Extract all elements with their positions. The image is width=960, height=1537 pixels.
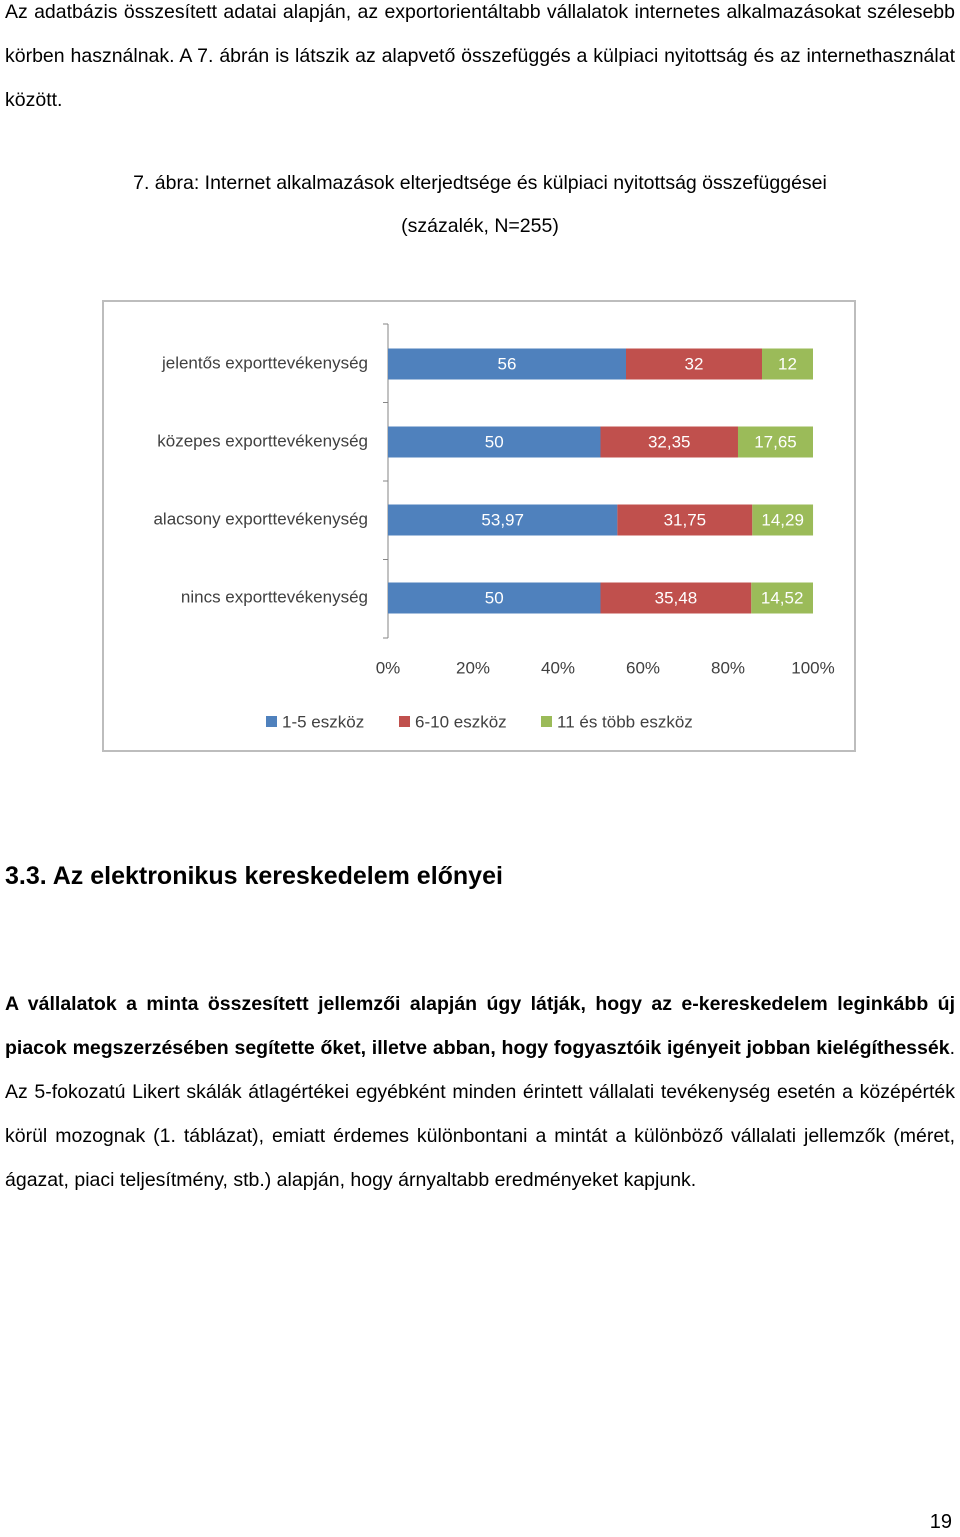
- data-label: 31,75: [663, 510, 707, 530]
- category-label: nincs exporttevékenység: [180, 587, 368, 607]
- data-label: 53,97: [481, 510, 524, 530]
- category-label: közepes exporttevékenység: [157, 431, 368, 451]
- section-heading: 3.3. Az elektronikus kereskedelem előnyei: [5, 862, 503, 890]
- data-label: 50: [484, 588, 504, 608]
- data-label: 56: [497, 354, 517, 374]
- intro-paragraph: Az adatbázis összesített adatai alapján, az exportorientáltabb vállalatok internetes alkalmazásokat szélesebb körben használnak. A 7. ábrán is látszik az alapvető összefüggés a külpiaci nyitottság és az internethasználat között.: [5, 1, 955, 111]
- legend-swatch: [266, 716, 277, 727]
- legend-swatch: [541, 716, 552, 727]
- stacked-bar-chart: [104, 302, 858, 754]
- data-label: 14,52: [760, 588, 804, 608]
- data-label: 17,65: [754, 432, 797, 452]
- body-bold-text: A vállalatok a minta összesített jellemzői alapján úgy látják, hogy az e-kereskedelem leginkább új piacok megszerzésében segítette őket, illetve abban, hogy fogyasztóik igényeit jobban kielégíthessék: [5, 993, 955, 1059]
- x-tick-label: 60%: [625, 658, 661, 678]
- data-label: 35,48: [654, 588, 698, 608]
- data-label: 12: [778, 354, 797, 374]
- data-label: 32,35: [647, 432, 691, 452]
- data-label: 14,29: [761, 510, 804, 530]
- legend-label: 6-10 eszköz: [415, 712, 507, 732]
- figure-caption: 7. ábra: Internet alkalmazások elterjedtsége és külpiaci nyitottság összefüggései: [133, 172, 827, 194]
- category-label: jelentős exporttevékenység: [161, 353, 368, 373]
- x-tick-label: 0%: [375, 658, 401, 678]
- data-label: 50: [484, 432, 504, 452]
- legend-label: 1-5 eszköz: [282, 712, 365, 732]
- legend-swatch: [399, 716, 410, 727]
- x-tick-label: 100%: [791, 658, 835, 678]
- chart-frame: [102, 300, 856, 752]
- x-tick-label: 80%: [710, 658, 746, 678]
- page-number: 19: [929, 1511, 952, 1533]
- body-normal-text: . Az 5-fokozatú Likert skálák átlagértékei egyébként minden érintett vállalati tevékenység esetén a középérték körül mozognak (1. táblázat), emiatt érdemes különbontani a mintát a különböző vállalati jellemzők (méret, ágazat, piaci teljesítmény, stb.) alapján, hogy árnyaltabb eredményeket kapjunk.: [5, 1037, 955, 1191]
- legend-label: 11 és több eszköz: [557, 712, 693, 732]
- data-label: 32: [684, 354, 704, 374]
- x-tick-label: 20%: [455, 658, 491, 678]
- x-tick-label: 40%: [540, 658, 576, 678]
- figure-subcaption: (százalék, N=255): [401, 215, 559, 237]
- category-label: alacsony exporttevékenység: [153, 509, 368, 529]
- body-paragraph: [5, 982, 955, 1202]
